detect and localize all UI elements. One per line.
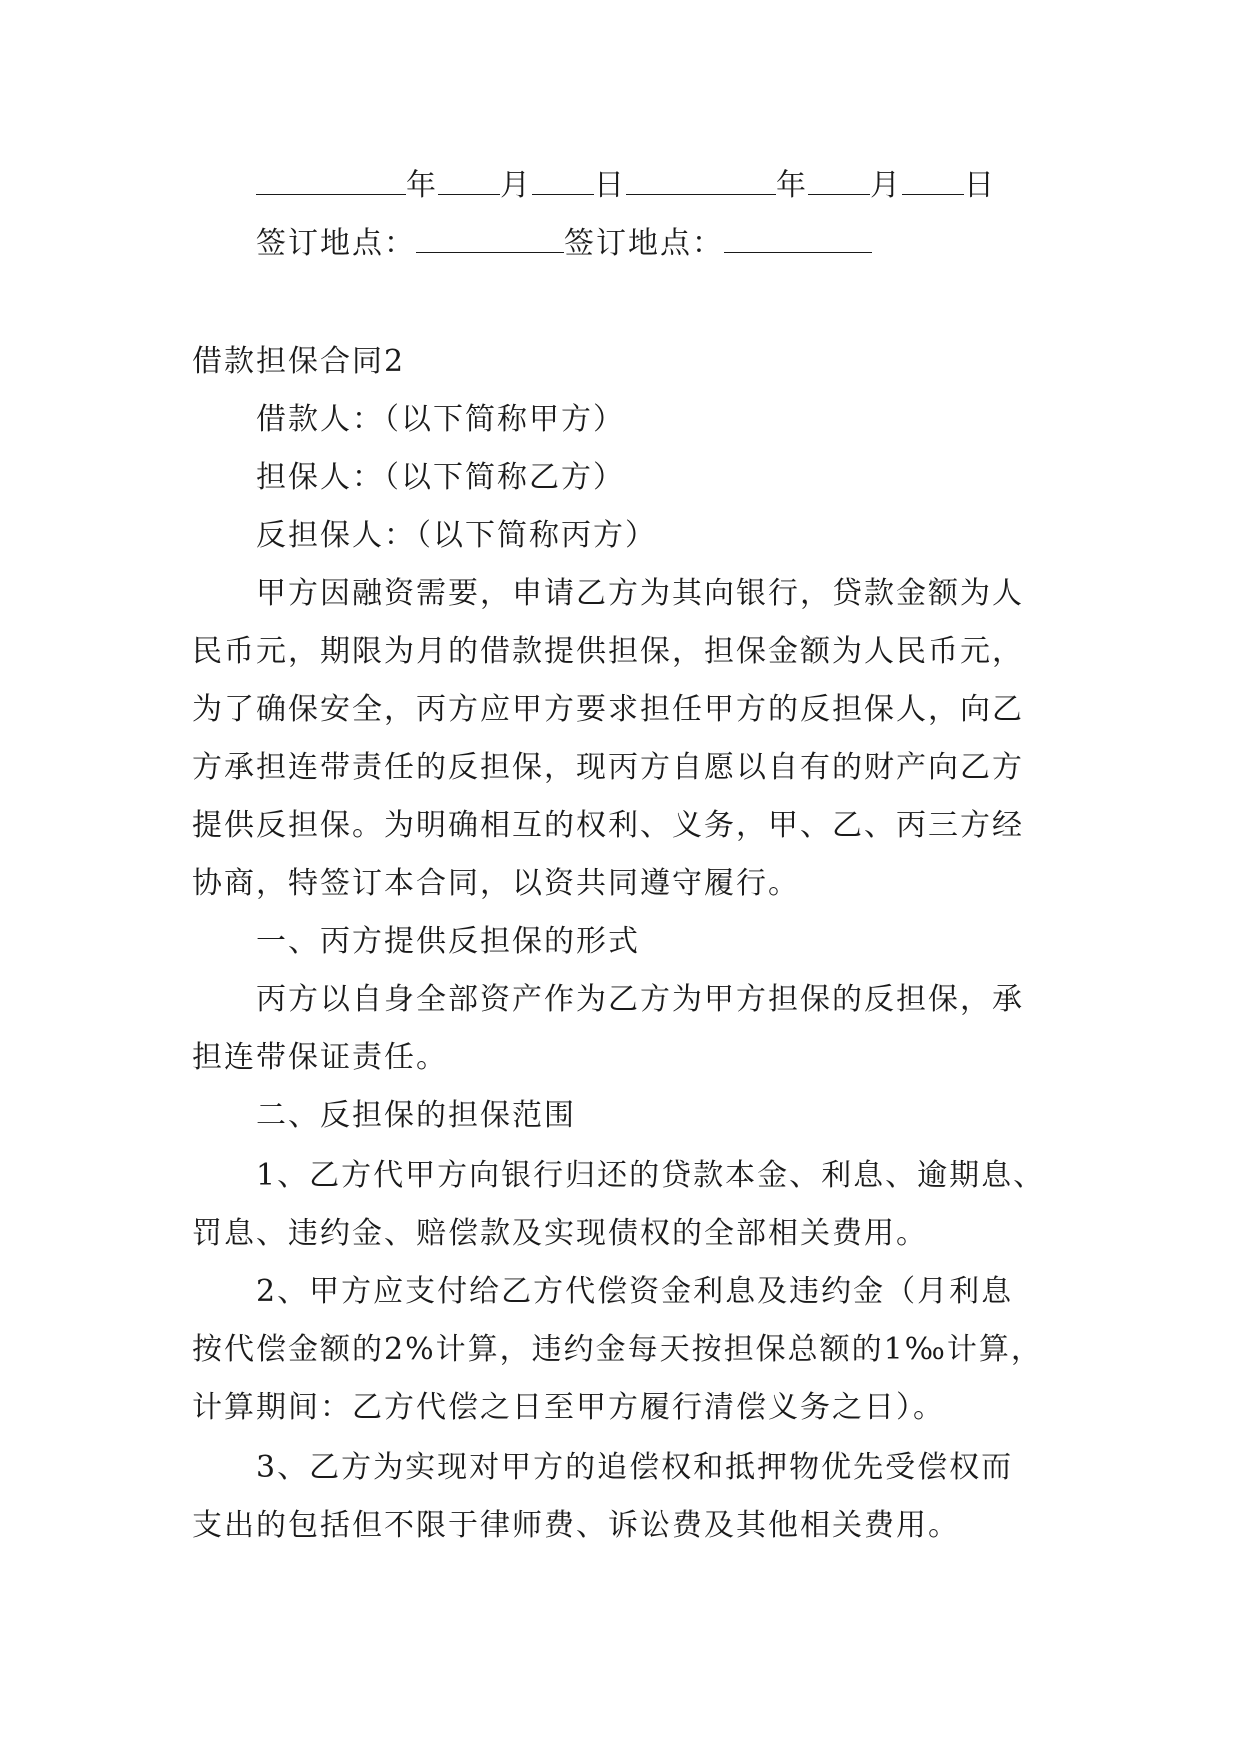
blank-place-1 [416, 224, 564, 253]
paragraph-line: 提供反担保。为明确相互的权利、义务，甲、乙、丙三方经 [192, 808, 1024, 843]
document-title: 借款担保合同2 [192, 344, 406, 379]
label-month-2: 月 [870, 168, 902, 203]
list-item-line: 2、甲方应支付给乙方代偿资金利息及违约金（月利息 [256, 1274, 1014, 1309]
label-year-1: 年 [406, 168, 438, 203]
paragraph-line: 方承担连带责任的反担保，现丙方自愿以自有的财产向乙方 [192, 750, 1024, 785]
list-item-line: 1、乙方代甲方向银行归还的贷款本金、利息、逾期息、 [256, 1158, 1046, 1193]
label-day-1: 日 [594, 168, 626, 203]
label-year-2: 年 [776, 168, 808, 203]
paragraph-line: 丙方以自身全部资产作为乙方为甲方担保的反担保，承 [256, 982, 1024, 1017]
blank-day-2 [902, 166, 964, 195]
paragraph-line: 民币元，期限为月的借款提供担保，担保金额为人民币元， [192, 634, 1024, 669]
paragraph-line: 协商，特签订本合同，以资共同遵守履行。 [192, 866, 800, 901]
party-borrower: 借款人：（以下简称甲方） [256, 402, 625, 437]
label-day-2: 日 [964, 168, 996, 203]
blank-place-2 [724, 224, 872, 253]
blank-month-1 [438, 166, 500, 195]
section-heading: 一、丙方提供反担保的形式 [256, 924, 640, 959]
label-month-1: 月 [500, 168, 532, 203]
list-item-line: 支出的包括但不限于律师费、诉讼费及其他相关费用。 [192, 1508, 960, 1543]
blank-month-2 [808, 166, 870, 195]
blank-year-1 [256, 166, 406, 195]
blank-year-2 [626, 166, 776, 195]
signature-date-line [256, 166, 1136, 206]
paragraph-line: 为了确保安全，丙方应甲方要求担任甲方的反担保人，向乙 [192, 692, 1024, 727]
list-item-line: 计算期间：乙方代偿之日至甲方履行清偿义务之日）。 [192, 1390, 945, 1425]
list-item-line: 罚息、违约金、赔偿款及实现债权的全部相关费用。 [192, 1216, 928, 1251]
party-counter-guarantor: 反担保人：（以下简称丙方） [256, 518, 657, 553]
section-heading: 二、反担保的担保范围 [256, 1098, 576, 1133]
signing-place-line [256, 224, 1136, 264]
paragraph-line: 担连带保证责任。 [192, 1040, 448, 1075]
party-guarantor: 担保人：（以下简称乙方） [256, 460, 625, 495]
blank-day-1 [532, 166, 594, 195]
signing-place-label-1: 签订地点： [256, 226, 416, 261]
list-item-line: 3、乙方为实现对甲方的追偿权和抵押物优先受偿权而 [256, 1450, 1014, 1485]
list-item-line: 按代偿金额的2%计算，违约金每天按担保总额的1‰计算， [192, 1332, 1043, 1367]
signing-place-label-2: 签订地点： [564, 226, 724, 261]
paragraph-line: 甲方因融资需要，申请乙方为其向银行，贷款金额为人 [256, 576, 1024, 611]
